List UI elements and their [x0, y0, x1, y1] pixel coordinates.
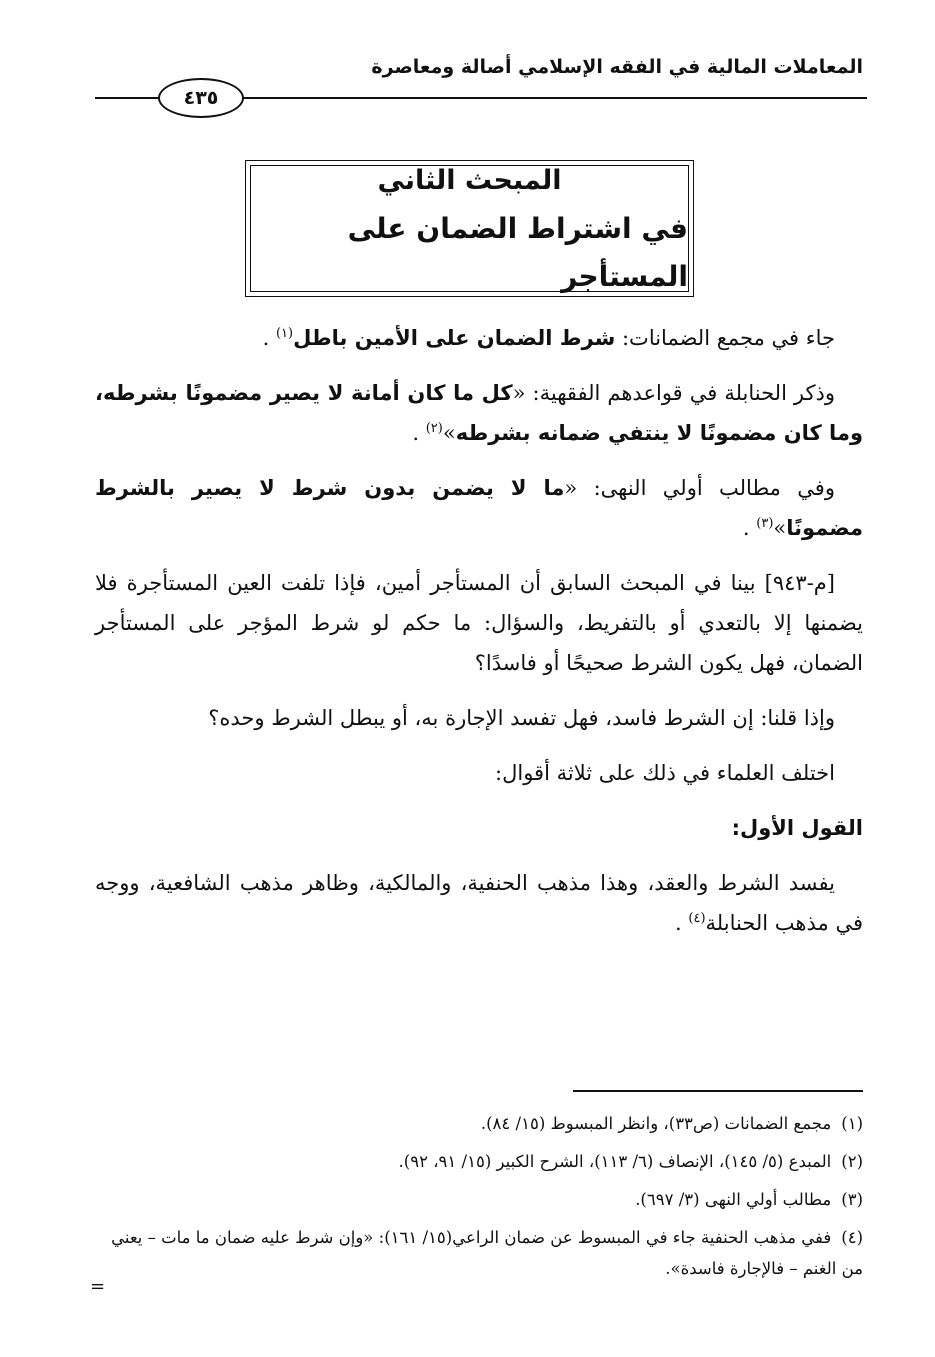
footnote-1	[95, 1108, 863, 1139]
p2-lead: وذكر الحنابلة في قواعدهم الفقهية: «	[512, 381, 836, 405]
footnote-2	[95, 1146, 863, 1177]
footnote-ref-2: (٢)	[425, 421, 443, 436]
p1-quote: شرط الضمان على الأمين باطل	[293, 326, 616, 350]
paragraph-1	[95, 318, 863, 358]
p3-quote: ما لا يضمن بدون شرط لا يصير بالشرط مضمونًا	[95, 476, 863, 540]
paragraph-5: وإذا قلنا: إن الشرط فاسد، فهل تفسد الإجارة به، أو يبطل الشرط وحده؟	[208, 706, 835, 730]
p1-end: .	[262, 326, 276, 350]
footnote-text: مطالب أولي النهى (٣/ ٦٩٧).	[635, 1190, 832, 1209]
p7-end: .	[675, 911, 689, 935]
footnote-3	[95, 1184, 863, 1215]
p2-close-quote: »	[442, 421, 456, 445]
running-title: المعاملات المالية في الفقه الإسلامي أصالة ومعاصرة	[371, 56, 863, 78]
page-number: ٤٣٥	[158, 78, 244, 118]
footnote-4	[95, 1222, 863, 1284]
paragraph-6: اختلف العلماء في ذلك على ثلاثة أقوال:	[495, 761, 835, 785]
footnote-ref-1: (١)	[275, 326, 294, 341]
footnote-label: (٣)	[841, 1190, 863, 1209]
footnote-text: ففي مذهب الحنفية جاء في المبسوط عن ضمان الراعي(١٥/ ١٦١): «وإن شرط عليه ضمان ما مات – يعني من الغنم – فالإجارة فاسدة».	[111, 1228, 863, 1278]
section-title-inner-frame	[250, 165, 689, 292]
paragraph-4: [م-٩٤٣] بينا في المبحث السابق أن المستأجر أمين، فإذا تلفت العين المستأجرة فلا يضمنها إلا بالتعدي أو بالتفريط، والسؤال: ما حكم لو شرط المؤجر على المستأجر الضمان، فهل يكون الشرط صحيحًا أو فاسدًا؟	[95, 571, 863, 675]
section-title: المبحث الثاني	[377, 164, 562, 196]
footnote-separator	[573, 1090, 863, 1092]
p1-lead: جاء في مجمع الضمانات:	[615, 326, 835, 350]
p3-lead: وفي مطالب أولي النهى: «	[564, 476, 835, 500]
paragraph-2	[95, 373, 863, 453]
footnote-text: المبدع (٥/ ١٤٥)، الإنصاف (٦/ ١١٣)، الشرح الكبير (١٥/ ٩١، ٩٢).	[398, 1152, 832, 1171]
section-title-box	[245, 160, 694, 297]
section-subtitle: في اشتراط الضمان على المستأجر	[347, 211, 688, 293]
footnote-ref-3: (٣)	[756, 516, 774, 531]
opinion-heading: القول الأول:	[731, 816, 863, 840]
body-text	[95, 318, 863, 958]
footnote-label: (٢)	[841, 1152, 863, 1171]
footnote-label: (٤)	[841, 1228, 863, 1247]
paragraph-7	[95, 863, 863, 943]
p3-end: .	[742, 516, 757, 540]
footnote-text: مجمع الضمانات (ص٣٣)، وانظر المبسوط (١٥/ ٨٤).	[480, 1114, 832, 1133]
p7-text: يفسد الشرط والعقد، وهذا مذهب الحنفية، والمالكية، وظاهر مذهب الشافعية، ووجه في مذهب الحنابلة	[95, 871, 863, 935]
p2-end: .	[412, 421, 426, 445]
p3-close-quote: »	[773, 516, 787, 540]
p2-quote: كل ما كان أمانة لا يصير مضمونًا بشرطه، وما كان مضمونًا لا ينتفي ضمانه بشرطه	[95, 381, 863, 445]
paragraph-3	[95, 468, 863, 548]
continuation-mark: =	[90, 1276, 106, 1297]
footnote-label: (١)	[841, 1114, 863, 1133]
footnotes	[95, 1108, 863, 1291]
footnote-ref-4: (٤)	[688, 911, 706, 926]
